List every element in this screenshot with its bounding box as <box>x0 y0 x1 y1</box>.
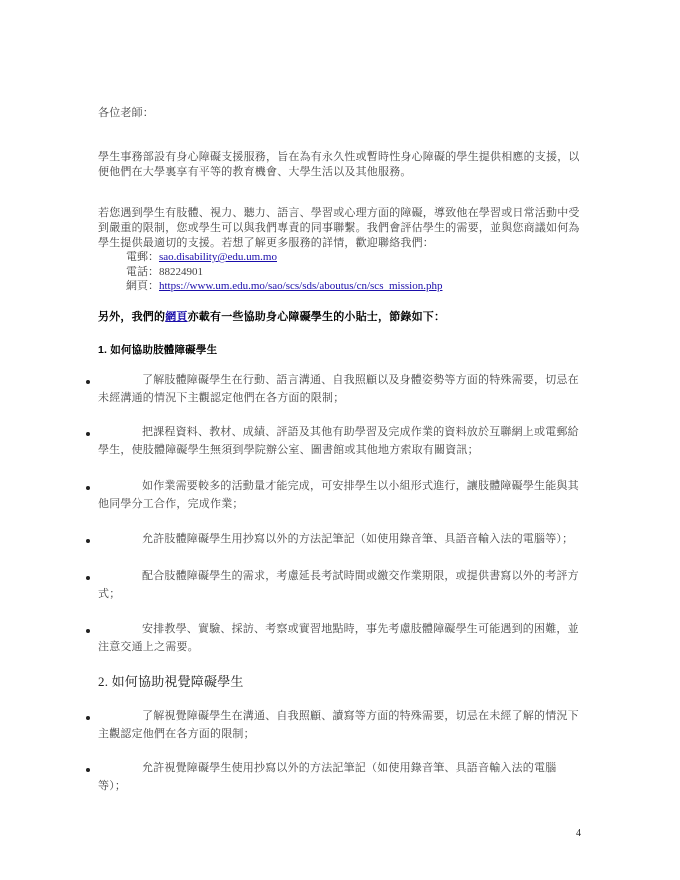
web-label: 網頁： <box>126 280 159 292</box>
section1-heading: 1. 如何協助肢體障礙學生 <box>98 344 218 356</box>
phone-value: 88224901 <box>159 265 203 278</box>
contact-phone <box>126 265 442 280</box>
bullet-icon <box>86 432 90 436</box>
contact-list <box>126 250 442 294</box>
section2-heading: 2. 如何協助視覺障礙學生 <box>98 674 244 689</box>
list-item: 允許視覺障礙學生使用抄寫以外的方法記筆記（如使用錄音筆、具語音輸入法的電腦等）； <box>98 762 557 792</box>
contact-email <box>126 250 442 265</box>
bullet-icon <box>86 768 90 772</box>
bullet-icon <box>86 380 90 384</box>
contact-web <box>126 279 442 294</box>
list-item: 安排教學、實驗、採訪、考察或實習地點時，事先考慮肢體障礙學生可能遇到的困難，並注意交通上之需要。 <box>98 623 579 653</box>
list-item: 允許肢體障礙學生用抄寫以外的方法記筆記（如使用錄音筆、具語音輸入法的電腦等）； <box>142 533 574 545</box>
greeting: 各位老師： <box>98 107 154 119</box>
list-item: 配合肢體障礙學生的需求，考慮延長考試時間或繳交作業期限，或提供書寫以外的考評方式； <box>98 570 579 600</box>
tips-intro-after: 亦載有一些協助身心障礙學生的小貼士，節錄如下： <box>187 311 446 323</box>
bullet-icon <box>86 576 90 580</box>
bullet-icon <box>86 539 90 543</box>
contact-paragraph: 若您遇到學生有肢體、視力、聽力、語言、學習或心理方面的障礙，導致他在學習或日常活動中受到嚴重的限制，您或學生可以與我們專責的同事聯繫。我們會評估學生的需要，並與您商議如何為學生提供最適切的支援。若想了解更多服務的詳情，歡迎聯絡我們： <box>98 207 580 249</box>
list-item: 了解肢體障礙學生在行動、語言溝通、自我照顧以及身體姿勢等方面的特殊需要，切忌在未經溝通的情況下主觀認定他們在各方面的限制； <box>98 374 579 404</box>
list-item: 如作業需要較多的活動量才能完成，可安排學生以小組形式進行，讓肢體障礙學生能與其他同學分工合作，完成作業； <box>98 480 579 510</box>
list-item: 了解視覺障礙學生在溝通、自我照顧、讀寫等方面的特殊需要，切忌在未經了解的情況下主觀認定他們在各方面的限制； <box>98 710 579 740</box>
bullet-icon <box>86 486 90 490</box>
web-link[interactable]: https://www.um.edu.mo/sao/scs/sds/aboutus/cn/scs_mission.php <box>159 280 443 292</box>
email-label: 電郵： <box>126 251 159 263</box>
tips-intro-before: 另外，我們的 <box>98 311 166 323</box>
intro-paragraph: 學生事務部設有身心障礙支援服務，旨在為有永久性或暫時性身心障礙的學生提供相應的支援，以便他們在大學裏享有平等的教育機會、大學生活以及其他服務。 <box>98 151 580 178</box>
phone-label: 電話： <box>126 265 159 278</box>
tips-intro <box>98 308 582 324</box>
bullet-icon <box>86 629 90 633</box>
page-number: 4 <box>576 828 581 839</box>
list-item: 把課程資料、教材、成績、評語及其他有助學習及完成作業的資料放於互聯網上或電郵給學生，使肢體障礙學生無須到學院辦公室、圖書館或其他地方索取有關資訊； <box>98 426 579 456</box>
bullet-icon <box>86 716 90 720</box>
webpage-link[interactable]: 網頁 <box>165 311 188 323</box>
email-link[interactable]: sao.disability@edu.um.mo <box>159 251 277 263</box>
